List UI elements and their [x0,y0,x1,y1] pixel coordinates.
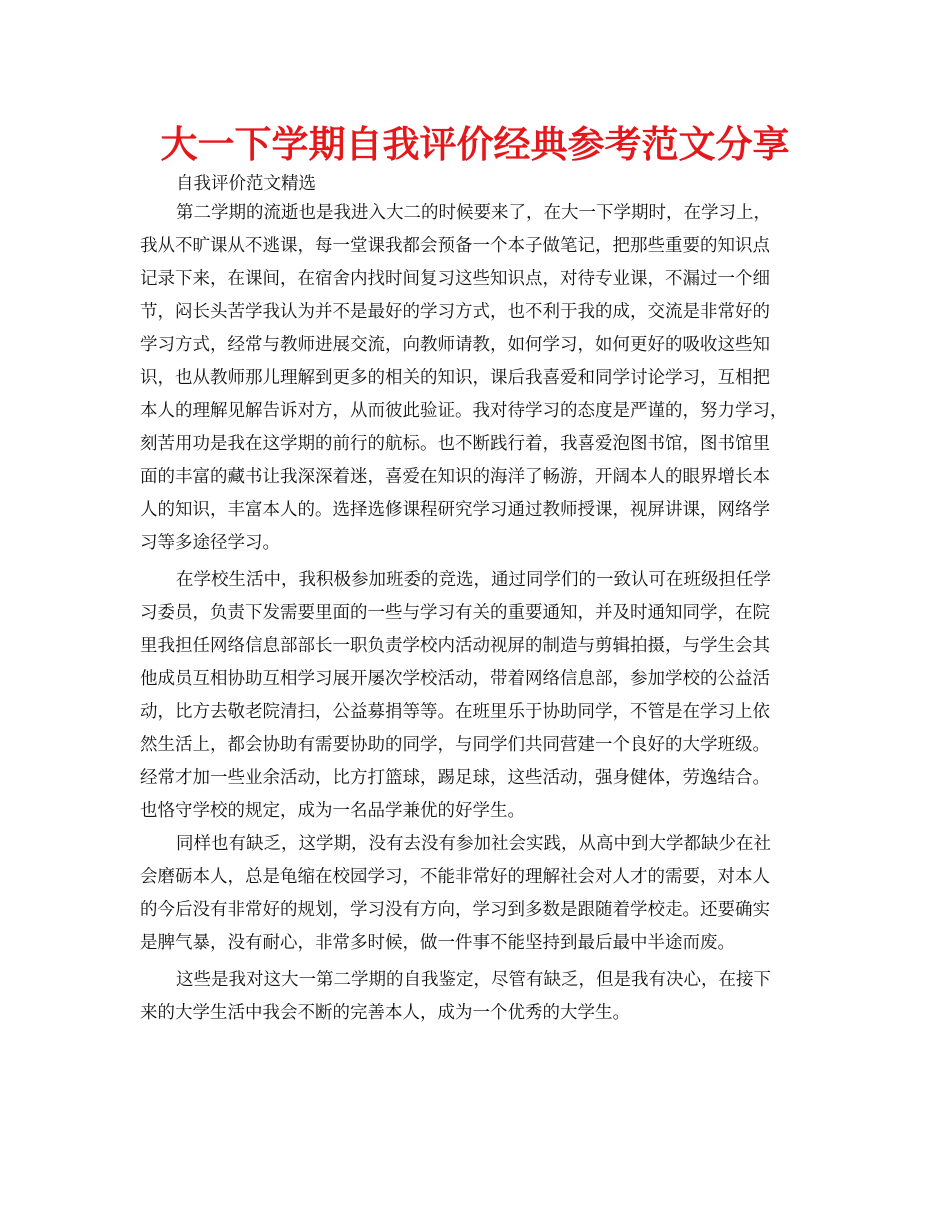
text-line: 记录下来，在课间，在宿舍内找时间复习这些知识点，对待专业课，不漏过一个细 [140,269,770,289]
text-line: 然生活上，都会协助有需要协助的同学，与同学们共同营建一个良好的大学班级。 [140,735,770,755]
text-line: 我从不旷课从不逃课，每一堂课我都会预备一个本子做笔记，把那些重要的知识点 [140,236,770,256]
text-line: 人的知识，丰富本人的。选择选修课程研究学习通过教师授课，视屏讲课，网络学 [140,500,770,520]
text-line: 他成员互相协助互相学习展开屡次学校活动，带着网络信息部，参加学校的公益活 [140,669,770,689]
text-line: 同样也有缺乏，这学期，没有去没有参加社会实践，从高中到大学都缺少在社 [176,834,771,854]
text-line: 学习方式，经常与教师进展交流，向教师请教，如何学习，如何更好的吸收这些知 [140,335,770,355]
document-body [140,197,826,1030]
paragraph [140,197,826,560]
document-title: 大一下学期自我评价经典参考范文分享 [160,123,790,166]
text-line: 这些是我对这大一第二学期的自我鉴定，尽管有缺乏，但是我有决心，在接下 [176,970,771,990]
text-line: 也恪守学校的规定，成为一名品学兼优的好学生。 [140,801,525,821]
text-line: 在学校生活中，我积极参加班委的竞选，通过同学们的一致认可在班级担任学 [176,570,771,590]
text-line: 会磨砺本人，总是龟缩在校园学习，不能非常好的理解社会对人才的需要，对本人 [140,867,770,887]
text-line: 本人的理解见解告诉对方，从而彼此验证。我对待学习的态度是严谨的，努力学习， [140,401,788,421]
paragraph [140,964,826,1030]
text-line: 经常才加一些业余活动，比方打篮球，踢足球，这些活动，强身健体，劳逸结合。 [140,768,770,788]
text-line: 里我担任网络信息部部长一职负责学校内活动视屏的制造与剪辑拍摄，与学生会其 [140,636,770,656]
text-line: 习委员，负责下发需要里面的一些与学习有关的重要通知，并及时通知同学，在院 [140,603,770,623]
text-line: 来的大学生活中我会不断的完善本人，成为一个优秀的大学生。 [140,1003,630,1023]
text-line: 第二学期的流逝也是我进入大二的时候要来了，在大一下学期时，在学习上， [176,203,771,223]
paragraph [140,564,826,828]
text-line: 动，比方去敬老院清扫，公益募捐等等。在班里乐于协助同学，不管是在学习上依 [140,702,770,722]
text-line: 的今后没有非常好的规划，学习没有方向，学习到多数是跟随着学校走。还要确实 [140,900,770,920]
text-line: 面的丰富的藏书让我深深着迷，喜爱在知识的海洋了畅游，开阔本人的眼界增长本 [140,467,770,487]
paragraph [140,828,826,960]
text-line: 节，闷长头苦学我认为并不是最好的学习方式，也不利于我的成，交流是非常好的 [140,302,770,322]
document-subtitle: 自我评价范文精选 [176,174,316,194]
text-line: 刻苦用功是我在这学期的前行的航标。也不断践行着，我喜爱泡图书馆，图书馆里 [140,434,770,454]
text-line: 习等多途径学习。 [140,533,280,553]
text-line: 是脾气暴，没有耐心，非常多时候，做一件事不能坚持到最后最中半途而废。 [140,933,735,953]
text-line: 识，也从教师那儿理解到更多的相关的知识，课后我喜爱和同学讨论学习，互相把 [140,368,770,388]
